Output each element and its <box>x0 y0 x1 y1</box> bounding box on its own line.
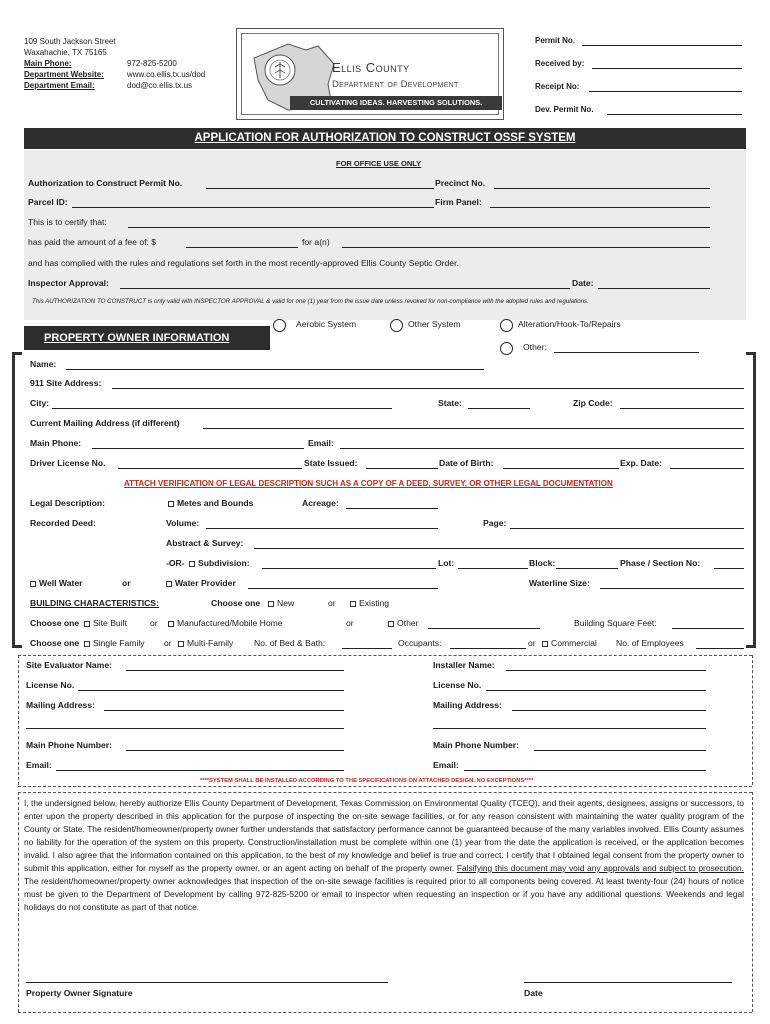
well-water-checkbox[interactable] <box>30 581 36 587</box>
evaluator-mailing-field-2[interactable] <box>26 728 344 729</box>
signature-date-label: Date <box>524 988 543 998</box>
website-value: www.co.ellis.tx.us/dod <box>127 70 206 79</box>
receipt-no-label: Receipt No: <box>535 82 580 91</box>
other-construction-checkbox[interactable] <box>388 621 394 627</box>
volume-field[interactable] <box>206 528 438 529</box>
authorization-statement <box>24 797 744 914</box>
subdivision-checkbox[interactable] <box>189 561 195 567</box>
single-family-option[interactable] <box>82 638 145 649</box>
acreage-label: Acreage: <box>302 498 339 508</box>
choose-one-label-2: Choose one <box>30 618 80 628</box>
installer-name-field[interactable] <box>506 670 706 671</box>
single-family-label: Single Family <box>93 638 145 648</box>
exp-date-label: Exp. Date: <box>620 458 663 468</box>
parcel-id-field[interactable] <box>72 207 434 208</box>
page-label: Page: <box>483 518 507 528</box>
lot-label: Lot: <box>438 558 455 568</box>
aerobic-system-label: Aerobic System <box>296 319 357 329</box>
site-built-checkbox[interactable] <box>84 621 90 627</box>
installer-phone-field[interactable] <box>534 750 706 751</box>
auth-permit-field[interactable] <box>206 188 434 189</box>
metes-bounds-option[interactable] <box>166 498 253 509</box>
validity-note: This AUTHORIZATION TO CONSTRUCT is only valid with INSPECTOR APPROVAL & valid for one (1) year from the issue date unless revoked for non-compliance with the adopted rules and regulations. <box>32 298 589 305</box>
exp-date-field[interactable] <box>670 468 744 469</box>
main-phone-label: Main Phone: <box>24 59 72 68</box>
dev-permit-no-field[interactable] <box>607 114 742 115</box>
aerobic-system-radio[interactable] <box>273 319 286 332</box>
acreage-field[interactable] <box>346 508 438 509</box>
block-field[interactable] <box>556 568 618 569</box>
occupants-label: Occupants: <box>398 638 442 648</box>
building-sqft-field[interactable] <box>672 628 744 629</box>
owner-signature-label: Property Owner Signature <box>26 988 133 998</box>
bed-bath-field[interactable] <box>342 648 392 649</box>
phase-section-field[interactable] <box>714 568 744 569</box>
office-use-section <box>24 150 746 320</box>
mailing-address-field[interactable] <box>203 428 744 429</box>
permit-box <box>527 28 744 120</box>
evaluator-email-label: Email: <box>26 760 52 770</box>
single-family-checkbox[interactable] <box>84 641 90 647</box>
state-issued-field[interactable] <box>366 468 438 469</box>
firm-panel-label: Firm Panel: <box>435 197 482 207</box>
evaluator-phone-field[interactable] <box>126 750 344 751</box>
building-sqft-label: Building Square Feet: <box>574 618 657 628</box>
address-line-1: 109 South Jackson Street <box>24 37 116 46</box>
authorization-left-border <box>18 792 19 1012</box>
installer-email-field[interactable] <box>464 770 706 771</box>
installer-mailing-field-2[interactable] <box>433 728 706 729</box>
choose-one-label-1: Choose one <box>211 598 261 608</box>
permit-no-field[interactable] <box>582 45 742 46</box>
new-checkbox[interactable] <box>268 601 274 607</box>
logo-county-name: Ellis County <box>332 60 410 75</box>
inspector-date-field[interactable] <box>598 288 710 289</box>
site-address-field[interactable] <box>112 388 744 389</box>
commercial-checkbox[interactable] <box>542 641 548 647</box>
complied-text: and has complied with the rules and regulations set forth in the most recently-approved Ellis County Septic Order. <box>28 258 459 268</box>
parcel-id-label: Parcel ID: <box>28 197 68 207</box>
property-owner-heading: PROPERTY OWNER INFORMATION <box>24 326 270 350</box>
fee-field[interactable] <box>186 247 298 248</box>
website-label: Department Website: <box>24 70 104 79</box>
water-provider-option[interactable] <box>164 578 236 589</box>
other-construction-label: Other <box>397 618 419 628</box>
department-contact <box>24 36 205 91</box>
employees-field[interactable] <box>696 648 744 649</box>
abstract-survey-label: Abstract & Survey: <box>166 538 244 548</box>
inspector-approval-label: Inspector Approval: <box>28 278 109 288</box>
phase-section-label: Phase / Section No: <box>620 558 701 568</box>
authorization-top-border <box>18 792 752 793</box>
auth-permit-label: Authorization to Construct Permit No. <box>28 178 183 188</box>
permit-no-label: Permit No. <box>535 36 576 45</box>
metes-bounds-checkbox[interactable] <box>168 501 174 507</box>
commercial-label: Commercial <box>551 638 597 648</box>
other-option-field[interactable] <box>554 352 699 353</box>
block-label: Block: <box>529 558 556 568</box>
city-field[interactable] <box>52 408 392 409</box>
evaluator-license-label: License No. <box>26 680 75 690</box>
mailing-address-label: Current Mailing Address (if different) <box>30 418 180 428</box>
email-value: dod@co.ellis.tx.us <box>127 81 193 90</box>
authorization-text-1: I, the undersigned below, hereby authorize Ellis County Department of Development, Texas Commission on Environmental Quality (TCEQ), and their agents, designees, assigns or successors, to enter upon the property described in this application for the purpose of inspecting the on-site sewage facilities, or for any reason consistent with maintaining the water quality program of the County or State. The resident/homeowner/property owner further understands that satisfactory performance cannot be guaranteed because of the many variables involved. Ellis County assumes no liability for the operation of the system on this property. Construction/installation must be complete within one (1) year from the date the application is received, or the application becomes invalid. I also agree that the information contained on this application, to the best of my knowledge and belief is true and correct. I certify that I obtained legal consent from the property owner to submit this application, either for myself as the property owner, or an agent acting on behalf of the property owner. <box>24 798 744 873</box>
dob-field[interactable] <box>503 468 619 469</box>
owner-name-label: Name: <box>30 359 57 369</box>
other-option-label: Other: <box>523 342 547 352</box>
state-label: State: <box>438 398 462 408</box>
city-label: City: <box>30 398 50 408</box>
logo-tagline: CULTIVATING IDEAS. HARVESTING SOLUTIONS. <box>290 96 502 110</box>
or-prefix: -OR- <box>166 558 185 568</box>
precinct-label: Precinct No. <box>435 178 486 188</box>
subdivision-option[interactable] <box>166 558 250 569</box>
fee-label: has paid the amount of a fee of: $ <box>28 237 157 247</box>
occupancy-or-text-2: or <box>528 638 536 648</box>
other-option-radio[interactable] <box>500 342 513 355</box>
recorded-deed-label: Recorded Deed: <box>30 518 96 528</box>
manufactured-checkbox[interactable] <box>168 621 174 627</box>
other-system-label: Other System <box>408 319 461 329</box>
installer-email-label: Email: <box>433 760 459 770</box>
driver-license-field[interactable] <box>118 468 302 469</box>
attach-verification-notice: ATTACH VERIFICATION OF LEGAL DESCRIPTION SUCH AS A COPY OF A DEED, SURVEY, OR OTHER LEGAL DOCUMENTATION <box>124 479 613 488</box>
evaluator-top-border <box>18 655 752 656</box>
installer-mailing-field[interactable] <box>512 710 706 711</box>
water-or-text: or <box>122 578 131 588</box>
abstract-survey-field[interactable] <box>254 548 744 549</box>
email-label: Department Email: <box>24 81 95 90</box>
water-provider-label: Water Provider <box>175 578 236 588</box>
alteration-radio[interactable] <box>500 319 513 332</box>
page-field[interactable] <box>510 528 744 529</box>
other-system-radio[interactable] <box>390 319 403 332</box>
evaluator-license-field[interactable] <box>78 690 344 691</box>
precinct-field[interactable] <box>494 188 710 189</box>
lot-field[interactable] <box>458 568 528 569</box>
multi-family-option[interactable] <box>176 638 233 649</box>
existing-checkbox[interactable] <box>350 601 356 607</box>
evaluator-mailing-field[interactable] <box>104 710 344 711</box>
inspector-date-label: Date: <box>572 278 594 288</box>
state-issued-label: State Issued: <box>304 458 358 468</box>
logo-department-name: Department of Development <box>332 79 459 90</box>
new-option[interactable] <box>266 598 294 609</box>
new-label: New <box>277 598 295 608</box>
volume-label: Volume: <box>166 518 200 528</box>
building-or-text-1: or <box>328 598 336 608</box>
installer-phone-label: Main Phone Number: <box>433 740 519 750</box>
firm-panel-field[interactable] <box>490 207 710 208</box>
existing-label: Existing <box>359 598 390 608</box>
driver-license-label: Driver License No. <box>30 458 106 468</box>
ellis-county-logo <box>236 28 504 120</box>
owner-bracket-right <box>746 352 756 648</box>
falsification-warning: Falsifying this document may void any approvals and subject to prosecution. <box>456 863 745 873</box>
signature-date-field[interactable] <box>524 982 732 983</box>
water-provider-checkbox[interactable] <box>166 581 172 587</box>
construction-or-text-2: or <box>346 618 354 628</box>
alteration-label: Alteration/Hook-To/Repairs <box>518 319 621 329</box>
received-by-label: Received by: <box>535 59 585 68</box>
manufactured-label: Manufactured/Mobile Home <box>177 618 283 628</box>
authorization-right-border <box>752 792 753 1012</box>
owner-bracket-left <box>12 352 22 648</box>
owner-email-label: Email: <box>308 438 334 448</box>
waterline-size-label: Waterline Size: <box>529 578 590 588</box>
employees-label: No. of Employees <box>616 638 684 648</box>
site-address-label: 911 Site Address: <box>30 378 102 388</box>
legal-description-label: Legal Description: <box>30 498 105 508</box>
dob-label: Date of Birth: <box>439 458 494 468</box>
certify-field[interactable] <box>128 227 710 228</box>
certify-label: This is to certify that: <box>28 217 107 227</box>
evaluator-right-border <box>752 655 753 785</box>
site-built-option[interactable] <box>82 618 127 629</box>
site-evaluator-field[interactable] <box>126 670 344 671</box>
other-construction-field[interactable] <box>428 628 540 629</box>
multi-family-label: Multi-Family <box>187 638 234 648</box>
installer-name-label: Installer Name: <box>433 660 495 670</box>
metes-bounds-label: Metes and Bounds <box>177 498 254 508</box>
site-evaluator-label: Site Evaluator Name: <box>26 660 112 670</box>
evaluator-bottom-border <box>18 786 752 787</box>
evaluator-left-border <box>18 655 19 785</box>
multi-family-checkbox[interactable] <box>178 641 184 647</box>
state-field[interactable] <box>468 408 530 409</box>
bed-bath-label: No. of Bed & Bath: <box>254 638 326 648</box>
choose-one-label-3: Choose one <box>30 638 80 648</box>
occupancy-or-text-1: or <box>164 638 172 648</box>
existing-option[interactable] <box>348 598 389 609</box>
authorization-text-2: The resident/homeowner/property owner acknowledges that inspection of the on-site sewage facilities is required prior to all components being covered. At least twenty-four (24) hours of notice must be given to the Department of Development by calling 972-825-5200 or email to inspector when requesting an inspection or if you have any additional questions. Weekends and legal holidays do not constitute as part of that notice. <box>24 876 744 912</box>
dev-permit-no-label: Dev. Permit No. <box>535 105 594 114</box>
well-water-label: Well Water <box>39 578 83 588</box>
owner-email-field[interactable] <box>340 448 744 449</box>
commercial-option[interactable] <box>540 638 597 649</box>
waterline-size-field[interactable] <box>600 588 744 589</box>
site-built-label: Site Built <box>93 618 127 628</box>
subdivision-field[interactable] <box>262 568 436 569</box>
address-line-2: Waxahachie, TX 75165 <box>24 48 107 57</box>
water-provider-field[interactable] <box>248 588 438 589</box>
occupants-field[interactable] <box>450 648 526 649</box>
zip-field[interactable] <box>620 408 744 409</box>
zip-label: Zip Code: <box>573 398 613 408</box>
authorization-bottom-border <box>18 1012 752 1013</box>
inspector-approval-field[interactable] <box>120 288 570 289</box>
manufactured-option[interactable] <box>166 618 283 629</box>
installation-notice: ****SYSTEM SHALL BE INSTALLED ACCORDING TO THE SPECIFICATIONS ON ATTACHED DESIGN. NO EXCEPTIONS**** <box>200 778 534 784</box>
main-phone-value: 972-825-5200 <box>127 59 177 68</box>
owner-name-field[interactable] <box>66 369 484 370</box>
main-phone-field[interactable] <box>92 448 304 449</box>
subdivision-label: Subdivision: <box>198 558 250 568</box>
evaluator-email-field[interactable] <box>56 770 344 771</box>
for-a-field[interactable] <box>342 247 710 248</box>
form-title: APPLICATION FOR AUTHORIZATION TO CONSTRUCT OSSF SYSTEM <box>24 128 746 149</box>
main-phone-label: Main Phone: <box>30 438 82 448</box>
well-water-option[interactable] <box>28 578 82 589</box>
other-construction-option[interactable] <box>386 618 419 629</box>
received-by-field[interactable] <box>592 68 742 69</box>
installer-license-field[interactable] <box>486 690 706 691</box>
installer-mailing-label: Mailing Address: <box>433 700 502 710</box>
evaluator-mailing-label: Mailing Address: <box>26 700 95 710</box>
evaluator-phone-label: Main Phone Number: <box>26 740 112 750</box>
receipt-no-field[interactable] <box>589 91 742 92</box>
owner-signature-field[interactable] <box>26 982 388 983</box>
office-use-heading: FOR OFFICE USE ONLY <box>336 159 422 168</box>
building-characteristics-label: BUILDING CHARACTERISTICS: <box>30 598 159 608</box>
construction-or-text-1: or <box>150 618 158 628</box>
installer-license-label: License No. <box>433 680 482 690</box>
for-a-label: for a(n) <box>302 237 330 247</box>
